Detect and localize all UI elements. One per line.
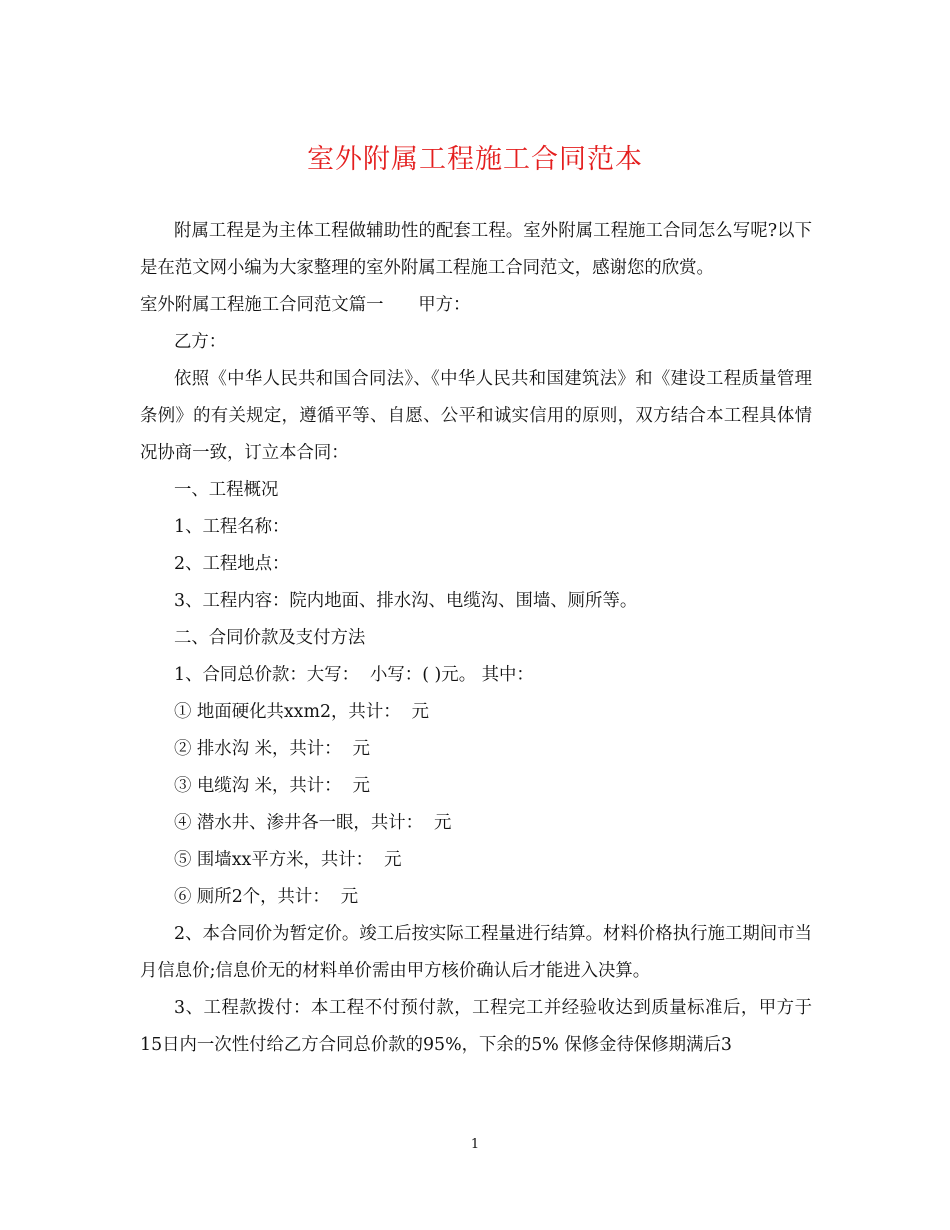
party-b-line: 乙方： (174, 332, 227, 352)
price-item-wells: ④ 潜水井、渗井各一眼，共计： 元 (174, 813, 452, 833)
total-price-line: 1、合同总价款：大写： 小写：( )元。 其中： (174, 665, 534, 685)
price-item-ground: ① 地面硬化共xxm2，共计： 元 (174, 702, 430, 722)
section-heading-overview: 一、工程概况 (174, 480, 279, 500)
page-number: 1 (470, 1137, 480, 1152)
project-name-line: 1、工程名称： (174, 517, 290, 537)
provisional-price-paragraph: 2、本合同价为暂定价。竣工后按实际工程量进行结算。材料价格执行施工期间市当月信息价;信息价无的材料单价需由甲方核价确认后才能进入决算。 (140, 924, 812, 981)
project-content-line: 3、工程内容：院内地面、排水沟、电缆沟、围墙、厕所等。 (174, 591, 638, 611)
document-body (140, 213, 812, 1064)
project-location-line: 2、工程地点： (174, 554, 290, 574)
price-item-cable: ③ 电缆沟 米，共计： 元 (174, 776, 371, 796)
heading-party-a: 室外附属工程施工合同范文篇一 甲方： (140, 295, 471, 315)
price-item-toilet: ⑥ 厕所2个，共计： 元 (174, 887, 359, 907)
price-item-wall: ⑤ 围墙xx平方米，共计： 元 (174, 850, 402, 870)
payment-paragraph: 3、工程款拨付：本工程不付预付款，工程完工并经验收达到质量标准后，甲方于15日内一次性付给乙方合同总价款的95%，下余的5% 保修金待保修期满后3 (140, 998, 812, 1055)
preamble-paragraph: 依照《中华人民共和国合同法》、《中华人民共和国建筑法》和《建设工程质量管理条例》的有关规定，遵循平等、自愿、公平和诚实信用的原则，双方结合本工程具体情况协商一致，订立本合同： (140, 369, 812, 463)
intro-paragraph: 附属工程是为主体工程做辅助性的配套工程。室外附属工程施工合同怎么写呢?以下是在范文网小编为大家整理的室外附属工程施工合同范文，感谢您的欣赏。 (140, 221, 812, 278)
price-item-drain: ② 排水沟 米，共计： 元 (174, 739, 371, 759)
document-title: 室外附属工程施工合同范本 (307, 144, 643, 175)
section-heading-price: 二、合同价款及支付方法 (174, 628, 366, 648)
